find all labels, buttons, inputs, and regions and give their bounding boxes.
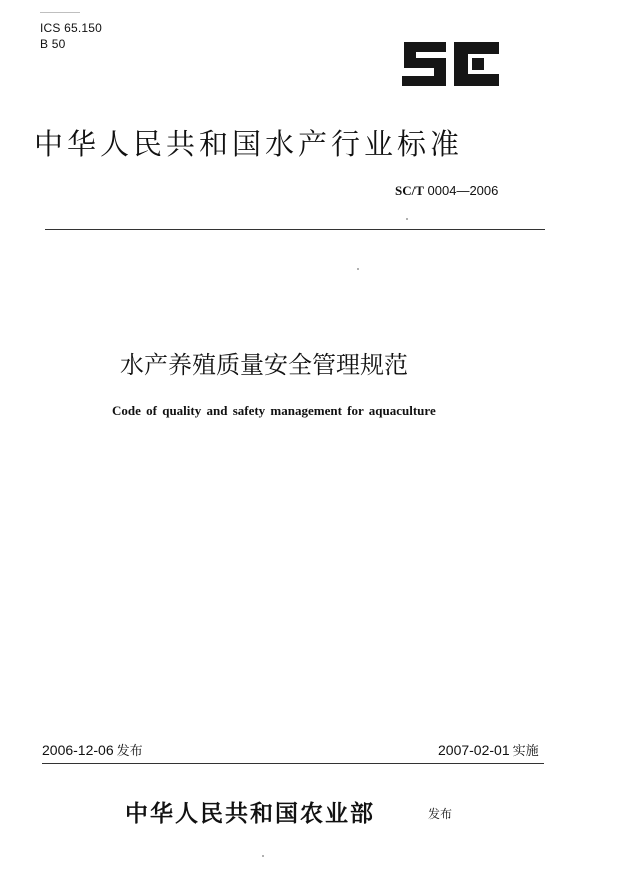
issue-date-line — [42, 740, 143, 759]
ics-code: ICS 65.150 — [40, 21, 103, 35]
issuing-action: 发布 — [428, 807, 453, 821]
footer-divider — [42, 763, 544, 764]
sc-logo — [398, 38, 503, 90]
top-dash-rule — [40, 12, 80, 13]
document-title-english: Code of quality and safety management for aquaculture — [112, 403, 436, 418]
issuing-authority: 中华人民共和国农业部 — [125, 800, 375, 827]
class-code: B 50 — [40, 37, 66, 51]
sc-logo-graphic — [398, 38, 503, 90]
document-title-chinese: 水产养殖质量安全管理规范 — [120, 351, 408, 379]
implement-label: 实施 — [512, 744, 539, 759]
classification-codes — [40, 20, 102, 52]
header-divider — [45, 229, 545, 230]
issue-date: 2006-12-06 — [42, 742, 114, 758]
standard-number-prefix: SC/T — [395, 183, 424, 198]
scan-speck — [406, 218, 408, 220]
implement-date: 2007-02-01 — [438, 742, 510, 758]
standard-category-title: 中华人民共和国水产行业标准 — [34, 127, 464, 161]
issue-label: 发布 — [116, 744, 143, 759]
implement-date-line — [438, 740, 539, 759]
standard-number-value: 0004—2006 — [427, 183, 499, 198]
scan-speck — [262, 855, 264, 857]
standard-number — [395, 183, 555, 199]
scan-speck — [357, 268, 359, 270]
